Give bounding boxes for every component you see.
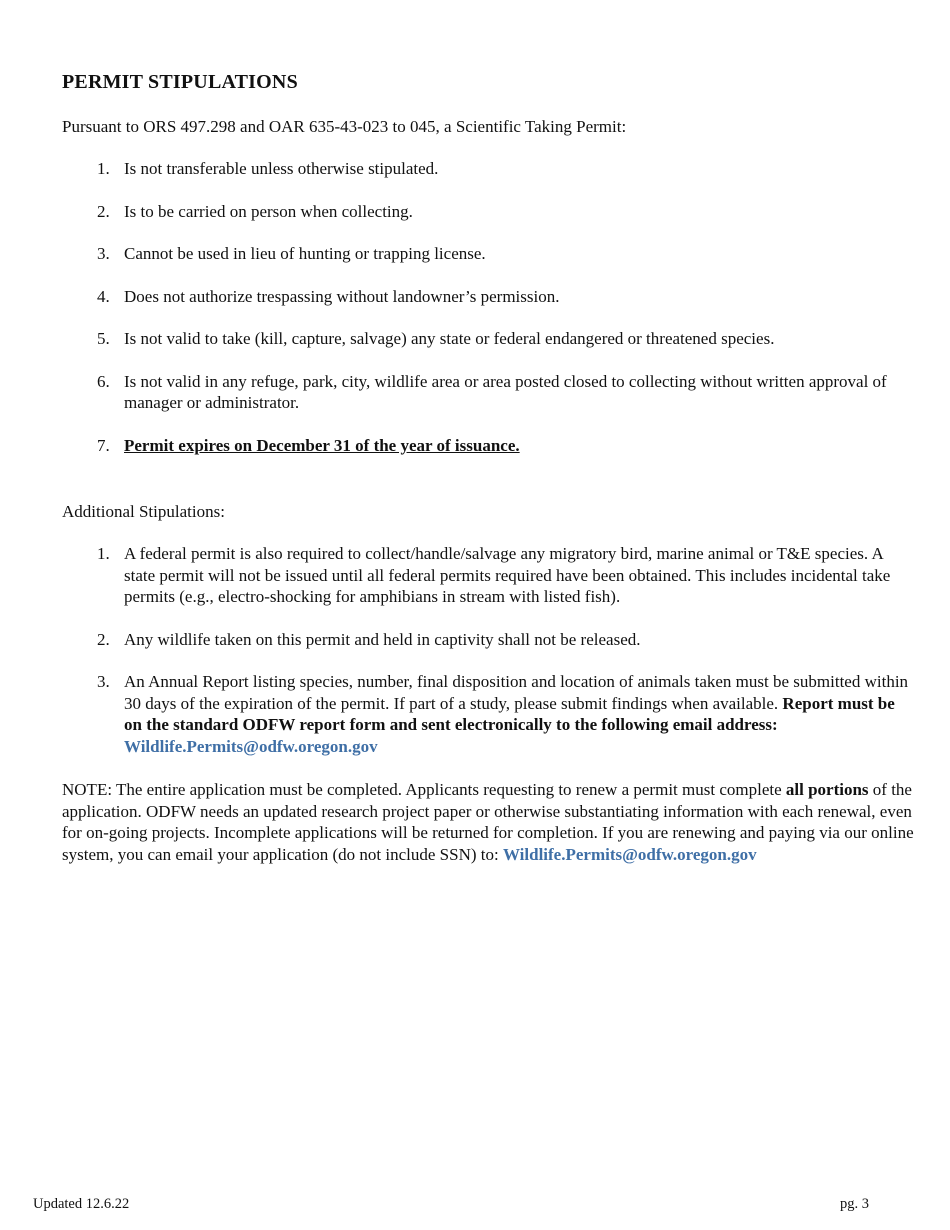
list-number: 1. bbox=[97, 544, 110, 563]
list-number: 3. bbox=[97, 244, 110, 263]
list-item-text: Is not valid to take (kill, capture, salvage) any state or federal endangered or threatened species. bbox=[124, 329, 775, 348]
annual-report-text: An Annual Report listing species, number, final disposition and location of animals taken must be submitted within 30 days of the expiration of the permit. If part of a study, please submit findings when available. bbox=[124, 672, 909, 713]
footer-page-number: pg. 3 bbox=[840, 1196, 869, 1212]
note-bold-text: all portions bbox=[785, 780, 869, 799]
expiration-notice: Permit expires on December 31 of the year of issuance. bbox=[124, 435, 520, 455]
note-text-1: NOTE: The entire application must be completed. Applicants requesting to renew a permit must complete bbox=[62, 780, 786, 799]
email-link[interactable]: Wildlife.Permits@odfw.oregon.gov bbox=[502, 844, 757, 864]
list-item-text bbox=[124, 671, 914, 757]
additional-stipulations-heading: Additional Stipulations: bbox=[62, 502, 225, 521]
list-number: 5. bbox=[97, 329, 110, 348]
intro-text: Pursuant to ORS 497.298 and OAR 635-43-023 to 045, a Scientific Taking Permit: bbox=[62, 117, 627, 136]
list-number: 1. bbox=[97, 159, 110, 178]
list-item-text: A federal permit is also required to collect/handle/salvage any migratory bird, marine animal or T&E species. A state permit will not be issued until all federal permits required have been obtained. This includes incidental take permits (e.g., electro-shocking for amphibians in stream with listed fish). bbox=[124, 544, 891, 606]
list-number: 7. bbox=[97, 435, 110, 455]
list-item-text: Does not authorize trespassing without landowner’s permission. bbox=[124, 286, 560, 306]
list-item-text: Cannot be used in lieu of hunting or trapping license. bbox=[124, 244, 486, 263]
stipulations-list bbox=[62, 158, 914, 477]
list-item bbox=[62, 543, 914, 608]
list-item bbox=[62, 201, 914, 223]
list-number: 6. bbox=[97, 371, 110, 391]
list-item-text: Any wildlife taken on this permit and held in captivity shall not be released. bbox=[124, 629, 641, 649]
list-item bbox=[62, 328, 914, 350]
list-number: 2. bbox=[97, 201, 110, 221]
list-number: 4. bbox=[97, 286, 110, 306]
list-item bbox=[62, 371, 914, 414]
page-title: PERMIT STIPULATIONS bbox=[62, 71, 298, 93]
list-item bbox=[62, 629, 914, 651]
list-number: 2. bbox=[97, 629, 110, 649]
list-item bbox=[62, 243, 914, 265]
note-text-2: of the application. ODFW needs an updated research project paper or otherwise substantiating information with each renewal, even for on-going projects. Incomplete applications will be returned for completion. If you are renewing and paying via our online system, you can email your application (do not include SSN) to: bbox=[62, 780, 914, 864]
list-item bbox=[62, 158, 914, 180]
list-number: 3. bbox=[97, 672, 110, 691]
report-form-instruction: Report must be on the standard ODFW report form and sent electronically to the following email address: bbox=[124, 693, 895, 734]
list-item bbox=[62, 286, 914, 308]
list-item-text: Is not valid in any refuge, park, city, wildlife area or area posted closed to collecting without written approval of manager or administrator. bbox=[124, 371, 887, 412]
additional-stipulations-list bbox=[62, 543, 914, 778]
list-item bbox=[62, 435, 914, 457]
list-item bbox=[62, 671, 914, 757]
list-item-text: Is not transferable unless otherwise stipulated. bbox=[124, 159, 439, 178]
list-item-text: Is to be carried on person when collecting. bbox=[124, 201, 413, 221]
note-paragraph bbox=[62, 779, 914, 865]
email-link[interactable]: Wildlife.Permits@odfw.oregon.gov bbox=[124, 736, 378, 756]
footer-updated: Updated 12.6.22 bbox=[33, 1196, 130, 1212]
